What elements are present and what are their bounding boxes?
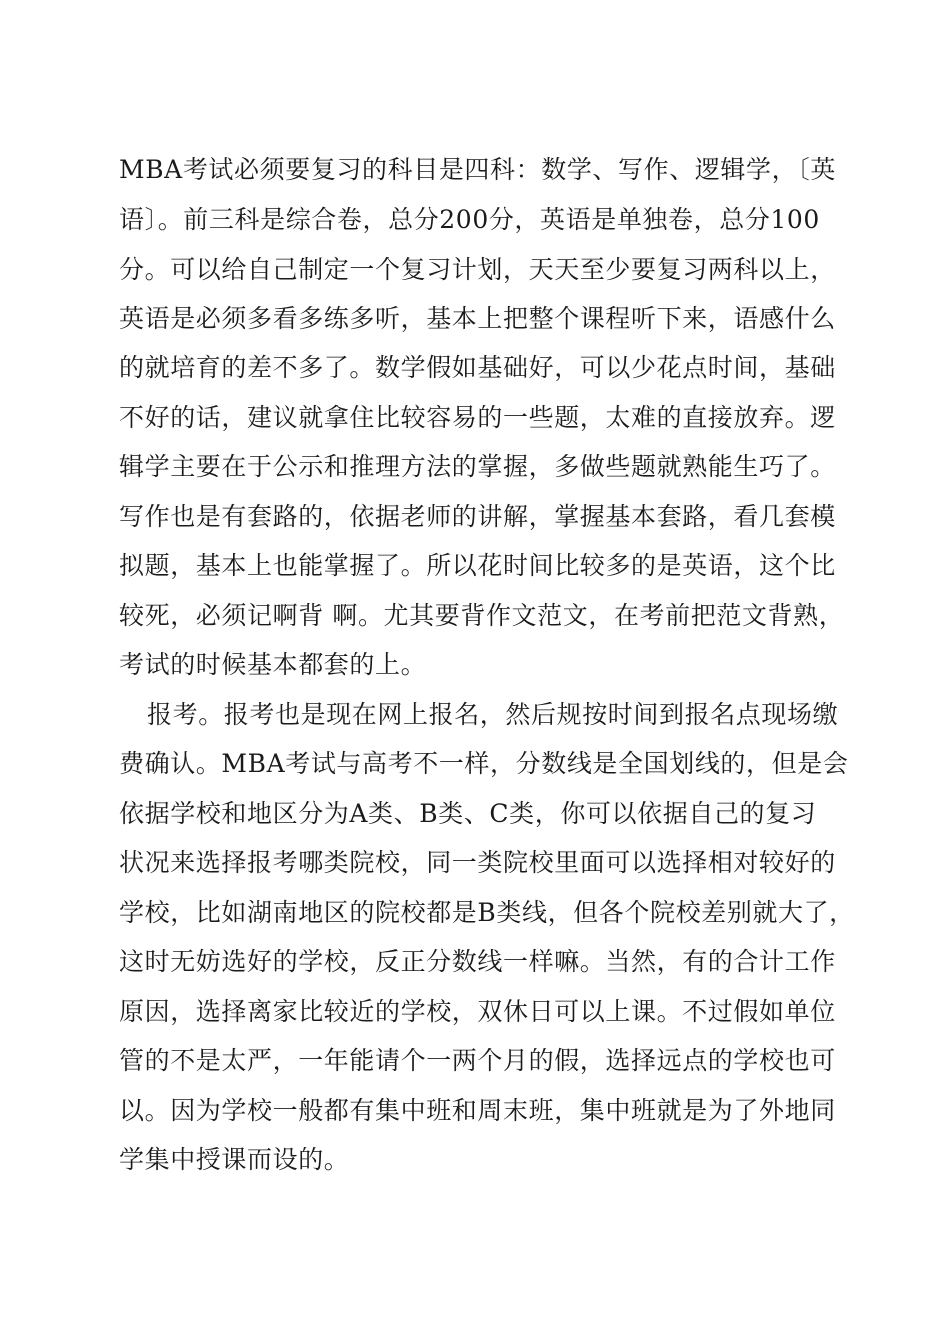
text-line: 依据学校和地区分为A类、B类、C类，你可以依据自己的复习 <box>119 799 817 828</box>
text-line: 较死，必须记啊背 啊。尤其要背作文范文，在考前把范文背熟， <box>119 601 845 630</box>
text-line: 的就培育的差不多了。数学假如基础好，可以少花点时间，基础 <box>119 353 836 382</box>
text-line: 语〕。前三科是综合卷，总分200分，英语是单独卷，总分100 <box>119 205 820 234</box>
text-line: 管的不是太严，一年能请个一两个月的假，选择远点的学校也可 <box>119 1046 836 1075</box>
text-line: 费确认。MBA考试与高考不一样，分数线是全国划线的，但是会 <box>119 749 849 778</box>
text-line: 以。因为学校一般都有集中班和周末班，集中班就是为了外地同 <box>119 1096 836 1125</box>
text-line: 英语是必须多看多练多听，基本上把整个课程听下来，语感什么 <box>119 304 836 333</box>
text-line: 考试的时候基本都套的上。 <box>119 650 427 679</box>
text-line: 分。可以给自己制定一个复习计划，天天至少要复习两科以上， <box>119 255 836 284</box>
text-line: 拟题，基本上也能掌握了。所以花时间比较多的是英语，这个比 <box>119 551 836 580</box>
text-line: 不好的话，建议就拿住比较容易的一些题，太难的直接放弃。逻 <box>119 403 836 432</box>
text-line: MBA考试必须要复习的科目是四科：数学、写作、逻辑学，〔英 <box>119 155 836 184</box>
text-line: 学校，比如湖南地区的院校都是B类线，但各个院校差别就大了， <box>119 898 855 927</box>
text-line: 辑学主要在于公示和推理方法的掌握，多做些题就熟能生巧了。 <box>119 452 836 481</box>
text-line: 状况来选择报考哪类院校，同一类院校里面可以选择相对较好的 <box>119 848 836 877</box>
text-line: 原因，选择离家比较近的学校，双休日可以上课。不过假如单位 <box>119 997 836 1026</box>
text-line: 写作也是有套路的，依据老师的讲解，掌握基本套路，看几套模 <box>119 502 836 531</box>
text-line: 学集中授课而设的。 <box>119 1145 350 1174</box>
text-line: 这时无妨选好的学校，反正分数线一样嘛。当然，有的合计工作 <box>119 947 836 976</box>
text-line: 报考。报考也是现在网上报名，然后规按时间到报名点现场缴 <box>147 700 839 729</box>
